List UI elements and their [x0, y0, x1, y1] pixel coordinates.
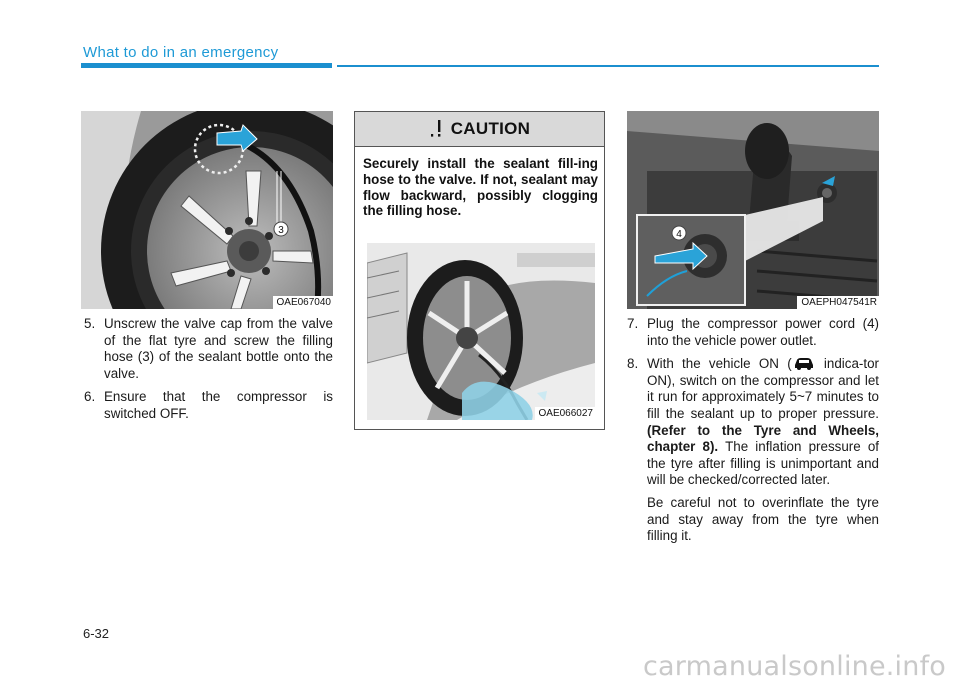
figure-code: OAE066027 — [535, 407, 596, 420]
step-reference: (Refer to the Tyre and Wheels, chapter 8). — [647, 422, 879, 455]
step-text: Ensure that the compressor is switched OFF. — [104, 389, 333, 421]
callout-4: 4 — [676, 229, 682, 240]
caution-label: CAUTION — [450, 119, 531, 138]
right-steps — [627, 316, 879, 545]
figure-code: OAEPH047541R — [797, 296, 879, 309]
caution-header — [355, 112, 604, 147]
caution-box — [354, 111, 605, 430]
step-8 — [627, 356, 879, 489]
header-rule-thick — [81, 63, 332, 68]
step-number: 7. — [627, 316, 639, 331]
car-indicator-icon — [792, 356, 816, 370]
left-steps — [84, 316, 333, 430]
step-8-note: Be careful not to overinflate the tyre and stay away from the tyre when filling it. — [647, 494, 879, 544]
step-text: indica-tor ON), switch on the compressor and let it run for approximately 5~7 minutes to fill the sealant up to proper pressure. — [647, 356, 879, 421]
page-number: 6-32 — [83, 626, 110, 641]
power-outlet-illustration — [627, 111, 879, 309]
step-number: 5. — [84, 316, 96, 331]
caution-text: Securely install the sealant fill-ing hose to the valve. If not, sealant may flow backward, possibly clogging the filling hose. — [363, 156, 598, 219]
step-text: With the vehicle ON ( — [647, 356, 792, 372]
figure-power-outlet — [627, 111, 879, 309]
step-number: 8. — [627, 356, 639, 372]
tyre-valve-illustration — [81, 111, 333, 309]
callout-3: 3 — [278, 225, 284, 236]
step-6 — [84, 389, 333, 422]
figure-tyre-valve — [81, 111, 333, 309]
step-5 — [84, 316, 333, 382]
step-text: The inflation pressure of the tyre after filling is unimportant and will be checked/corrected later. — [647, 439, 880, 488]
figure-sealant-fill — [367, 243, 595, 420]
warning-icon — [429, 119, 443, 139]
figure-code: OAE067040 — [273, 296, 334, 309]
step-7 — [627, 316, 879, 349]
section-title: What to do in an emergency — [83, 44, 279, 61]
step-text: Plug the compressor power cord (4) into the vehicle power outlet. — [647, 316, 879, 348]
step-text: Unscrew the valve cap from the valve of the flat tyre and screw the filling hose (3) of the sealant bottle onto the valve. — [104, 316, 333, 381]
header-rule-thin — [337, 65, 879, 67]
watermark: carmanualsonline.info — [643, 651, 946, 682]
sealant-fill-illustration — [367, 243, 595, 420]
step-number: 6. — [84, 389, 96, 405]
